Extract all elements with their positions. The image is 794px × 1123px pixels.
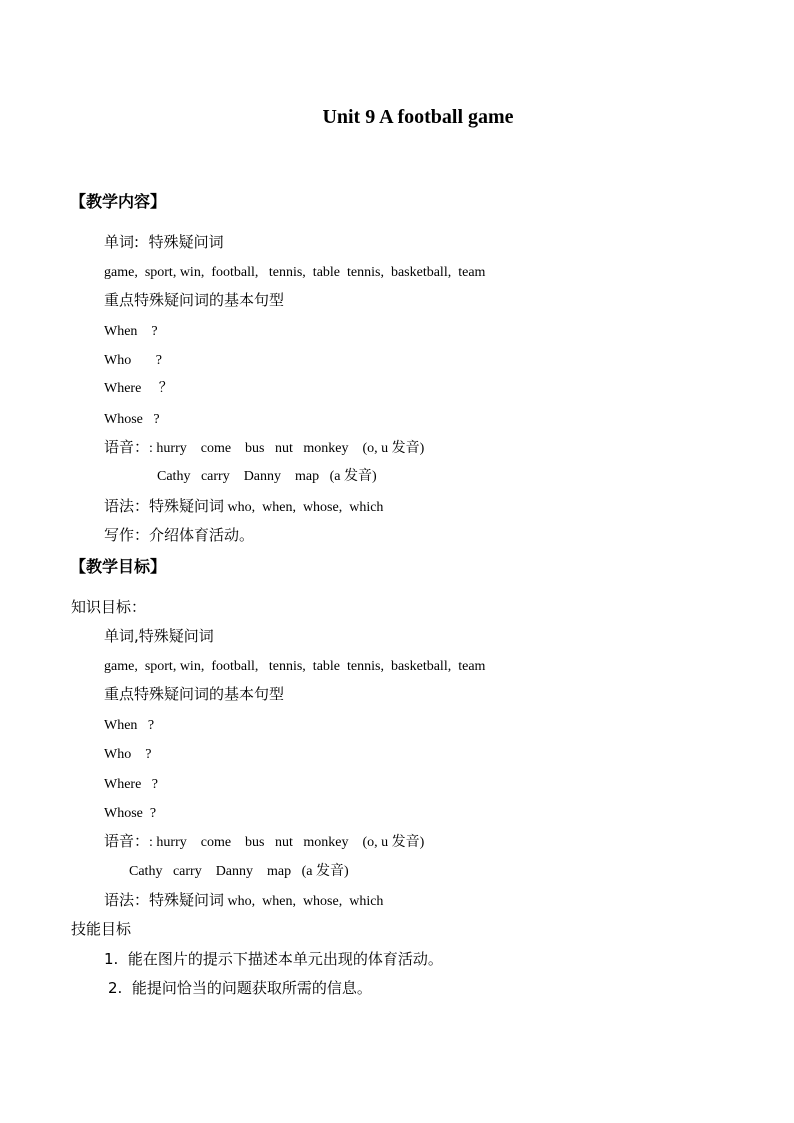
skill-item-2: 2. 能提问恰当的问题获取所需的信息。 <box>108 979 372 997</box>
grammar-label: 语法：特殊疑问词 <box>104 497 225 515</box>
question-whose: Whose ? <box>104 806 157 821</box>
phonics-words-ou: : hurry come bus nut monkey (o, u 发音) <box>149 441 425 456</box>
question-where: Where ？ <box>104 381 173 396</box>
words-label: 单词,特殊疑问词 <box>104 627 214 645</box>
vocabulary-list: game, sport, win, football, tennis, table tennis, basketball, team <box>104 659 486 674</box>
knowledge-goals-label: 知识目标： <box>71 598 147 616</box>
sentence-pattern-label: 重点特殊疑问词的基本句型 <box>104 291 285 309</box>
grammar-line <box>104 891 383 911</box>
question-when: When ? <box>104 324 158 339</box>
phonics-label: 语音： <box>104 832 150 850</box>
teaching-goals-heading: 【教学目标】 <box>70 557 167 576</box>
question-where: Where ? <box>104 777 159 792</box>
writing-line: 写作：介绍体育活动。 <box>104 526 255 544</box>
phonics-line <box>104 438 424 458</box>
skill-item-1: 1. 能在图片的提示下描述本单元出现的体育活动。 <box>104 950 443 968</box>
phonics-line <box>104 832 424 852</box>
teaching-content-heading: 【教学内容】 <box>70 192 167 211</box>
question-whose: Whose ? <box>104 412 160 427</box>
phonics-words-ou: : hurry come bus nut monkey (o, u 发音) <box>149 835 425 850</box>
page-title: Unit 9 A football game <box>322 106 514 128</box>
phonics-words-a: Cathy carry Danny map (a 发音) <box>129 864 349 879</box>
phonics-label: 语音： <box>104 438 150 456</box>
grammar-words: who, when, whose, which <box>224 894 384 909</box>
phonics-words-a: Cathy carry Danny map (a 发音) <box>157 469 377 484</box>
grammar-label: 语法：特殊疑问词 <box>104 891 225 909</box>
vocabulary-list: game, sport, win, football, tennis, table tennis, basketball, team <box>104 265 486 280</box>
question-who: Who ? <box>104 353 162 368</box>
sentence-pattern-label: 重点特殊疑问词的基本句型 <box>104 685 285 703</box>
question-when: When ? <box>104 718 155 733</box>
question-who: Who ? <box>104 747 152 762</box>
words-label: 单词: 特殊疑问词 <box>104 233 224 251</box>
skills-goals-label: 技能目标 <box>71 920 132 938</box>
grammar-line <box>104 497 383 517</box>
grammar-words: who, when, whose, which <box>224 500 384 515</box>
